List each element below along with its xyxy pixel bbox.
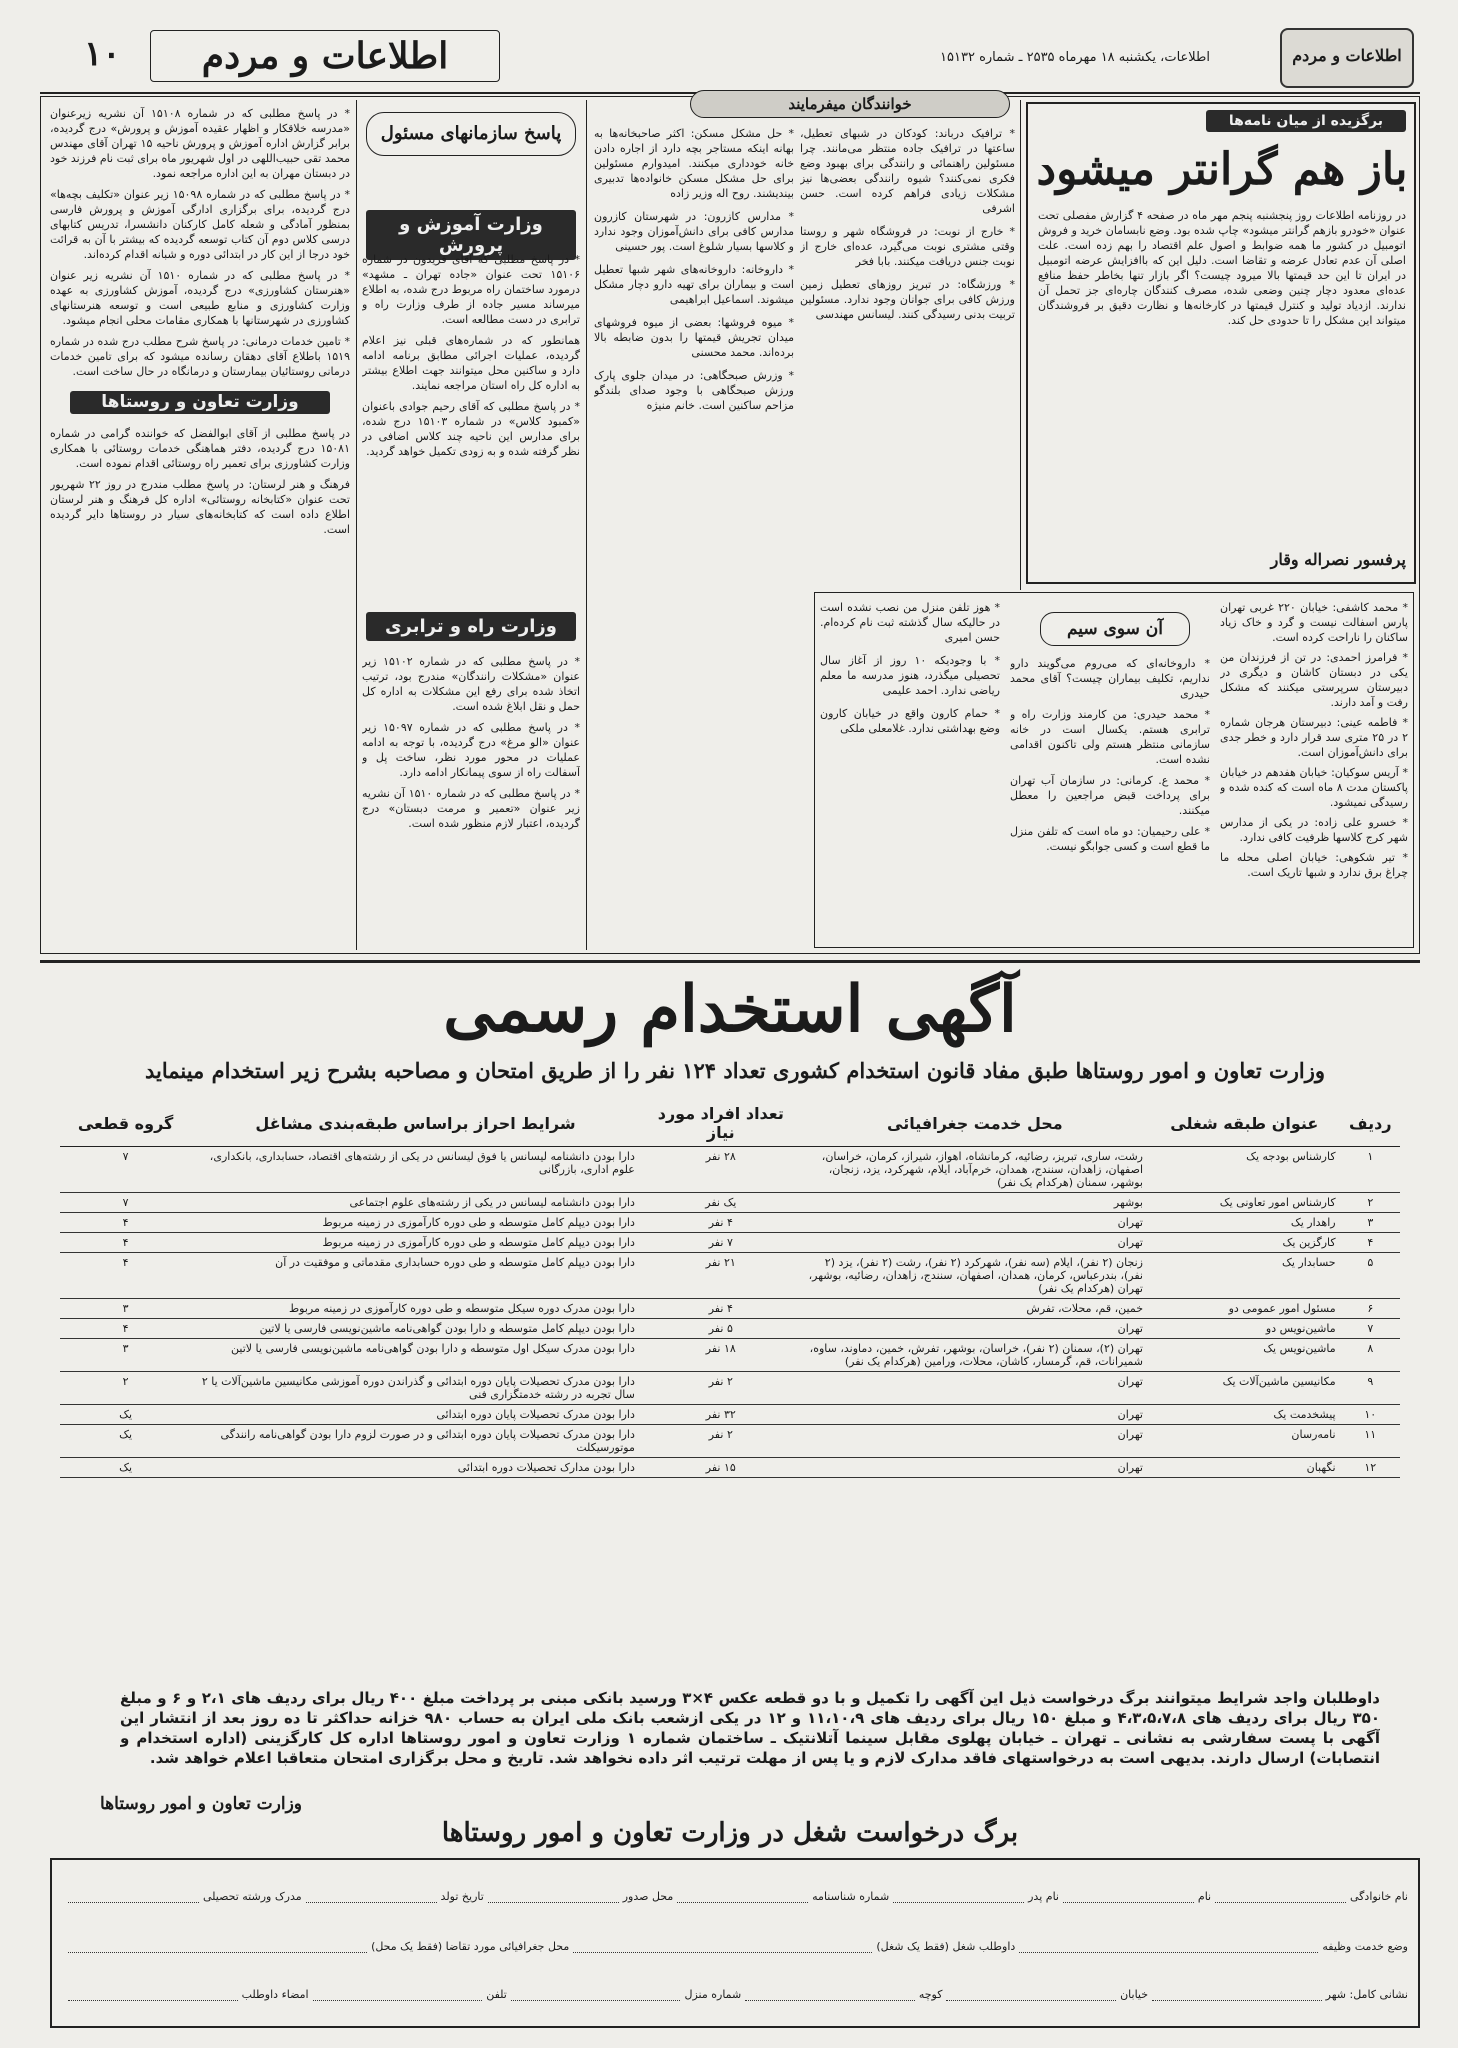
- paragraph: * آریس سوکیان: خیابان هفدهم در خیابان پاکستان مدت ۸ ماه است که کنده شده و رسیدگی نمیشود.: [1220, 766, 1408, 809]
- table-cell-group: ۳: [60, 1339, 191, 1372]
- table-cell-count: ۵ نفر: [640, 1319, 802, 1339]
- paragraph: * وزرش صبحگاهی: در میدان جلوی پارک ورزش صبحگاهی با وجود صدای بلندگو مزاحم ساکنین است. خانم منیژه: [594, 369, 794, 412]
- feature-headline: باز هم گرانتر میشود: [1036, 144, 1408, 195]
- paragraph: * با وجودیکه ۱۰ روز از آغاز سال تحصیلی میگذرد، هنوز مدرسه ما معلم ریاضی ندارد. احمد علیمی: [820, 654, 1000, 697]
- table-cell-title: پیشخدمت یک: [1148, 1405, 1341, 1425]
- table-cell-place: تهران: [802, 1458, 1148, 1478]
- col-header: شرایط احراز براساس طبقه‌بندی مشاغل: [191, 1100, 640, 1147]
- other-side-header: [1040, 612, 1190, 646]
- field-label: شماره شناسنامه: [812, 1890, 890, 1903]
- paragraph: * محمد کاشفی: خیابان ۲۲۰ غربی تهران پارس اسفالت نیست و گرد و خاک زیاد ساکنان را ناراحت کرده است.: [1220, 601, 1408, 644]
- table-cell-group: ۴: [60, 1253, 191, 1299]
- jobs-table-wrap: [60, 1100, 1400, 1680]
- field-line[interactable]: [745, 1988, 915, 2001]
- table-cell-group: ۴: [60, 1233, 191, 1253]
- table-cell-group: ۷: [60, 1147, 191, 1193]
- paragraph: فرهنگ و هنر لرستان: در پاسخ مطلب مندرج در روز ۲۲ شهریور تحت عنوان «کتابخانه روستائی» اداره کل فرهنگ و هنر لرستان اطلاع داده است که کتابخانه‌های سیار در روستاها دایر گردیده است.: [50, 478, 350, 536]
- table-cell-req: دارا بودن دیپلم کامل متوسطه و طی دوره کارآموزی در زمینه مربوط: [191, 1233, 640, 1253]
- table-cell-n: ۱۱: [1341, 1425, 1400, 1458]
- table-cell-n: ۶: [1341, 1299, 1400, 1319]
- paragraph: * ترافیک درباند: کودکان در شبهای تعطیل، ساعتها در ترافیک جاده منتظر می‌مانند. چرا مسئولین راهنمائی و رانندگی برای بهبود وضع فکری نمی‌کنند؟ شیوه رانندگی بعضی‌ها نیز مشکلات زیادی فراهم کرده است. حسن اشرفی: [800, 127, 1015, 215]
- table-cell-count: ۷ نفر: [640, 1233, 802, 1253]
- table-cell-req: دارا بودن مدرک سیکل اول متوسطه و دارا بودن گواهی‌نامه ماشین‌نویسی فارسی یا لاتین: [191, 1339, 640, 1372]
- field-line[interactable]: [306, 1890, 437, 1903]
- table-row: [60, 1213, 1400, 1233]
- form-title: برگ درخواست شغل در وزارت تعاون و امور روستاها: [441, 1818, 1019, 1848]
- field-line[interactable]: [511, 1988, 681, 2001]
- field-label: امضاء داوطلب: [241, 1988, 309, 2001]
- col-header: تعداد افراد مورد نیاز: [640, 1100, 802, 1147]
- issue-line: اطلاعات، یکشنبه ۱۸ مهرماه ۲۵۳۵ ـ شماره ۱۵۱۳۲: [940, 50, 1210, 65]
- roads-banner: وزارت راه و ترابری: [366, 612, 576, 641]
- col-header: ردیف: [1341, 1100, 1400, 1147]
- table-cell-count: ۱۸ نفر: [640, 1339, 802, 1372]
- table-cell-title: نامه‌رسان: [1148, 1425, 1341, 1458]
- table-cell-title: کارشناس امور تعاونی یک: [1148, 1193, 1341, 1213]
- field-label: نام: [1197, 1890, 1212, 1903]
- table-row: [60, 1147, 1400, 1193]
- table-row: [60, 1405, 1400, 1425]
- table-cell-n: ۸: [1341, 1339, 1400, 1372]
- table-cell-group: یک: [60, 1425, 191, 1458]
- table-row: [60, 1233, 1400, 1253]
- table-row: [60, 1253, 1400, 1299]
- left-column: [50, 106, 350, 942]
- feature-header: برگزیده از میان نامه‌ها: [1206, 110, 1406, 132]
- section-banner: وزارت تعاون و روستاها: [70, 391, 330, 414]
- field-label: داوطلب شغل (فقط یک شغل): [876, 1940, 1016, 1953]
- table-row: [60, 1425, 1400, 1458]
- table-cell-count: ۴ نفر: [640, 1299, 802, 1319]
- table-cell-place: تهران: [802, 1405, 1148, 1425]
- paragraph: * خارج از نوبت: در فروشگاه شهر و روستا وقتی مشتری نوبت می‌گیرد، عده‌ای خارج از نوبت جنس دریافت میکنند. بابا فخر: [800, 225, 1015, 268]
- table-cell-title: مکانیسین ماشین‌آلات یک: [1148, 1372, 1341, 1405]
- table-cell-title: ماشین‌نویس یک: [1148, 1339, 1341, 1372]
- logo: [1280, 28, 1414, 88]
- field-label: مدرک ورشته تحصیلی: [202, 1890, 302, 1903]
- table-cell-title: کارشناس بودجه یک: [1148, 1147, 1341, 1193]
- paragraph: * داروخانه‌ای که می‌روم می‌گویند دارو نداریم، تکلیف بیماران چیست؟ آقای محمد حیدری: [1010, 657, 1210, 700]
- table-cell-n: ۱: [1341, 1147, 1400, 1193]
- paragraph: * محمد ع. کرمانی: در سازمان آب تهران برای پرداخت قبض مراجعین را معطل میکنند.: [1010, 774, 1210, 817]
- table-cell-n: ۱۲: [1341, 1458, 1400, 1478]
- table-cell-title: نگهبان: [1148, 1458, 1341, 1478]
- table-cell-req: دارا بودن دانشنامه لیسانس در یکی از رشته‌های علوم اجتماعی: [191, 1193, 640, 1213]
- table-cell-place: رشت، ساری، تبریز، رضائیه، کرمانشاه، اهواز، شیراز، کرمان، خراسان، اصفهان، زاهدان، سنندج، همدان، خرم‌آباد، ایلام، شهرکرد، یزد، زنجان، بوشهر، سمنان (هرکدام یک نفر): [802, 1147, 1148, 1193]
- table-cell-req: دارا بودن مدرک دوره سیکل متوسطه و طی دوره کارآموزی در زمینه مربوط: [191, 1299, 640, 1319]
- jobs-table-body: [60, 1147, 1400, 1478]
- table-cell-group: ۲: [60, 1372, 191, 1405]
- field-label: نام پدر: [1028, 1890, 1059, 1903]
- section-title-box: [150, 30, 500, 82]
- paragraph: * حمام کارون واقع در خیابان کارون وضع بهداشتی ندارد. غلامعلی ملکی: [820, 707, 1000, 735]
- paragraph: * حل مشکل مسکن: اکثر صاحبخانه‌ها به بهانه اینکه مستاجر بچه دارد از اجاره دادن خانه خودداری میکنند. امیدوارم مسئولین برای حل مشکل مسکن خانواده‌ها تدبیری بیندیشند. روح اله وزیر زاده: [594, 127, 794, 200]
- table-cell-place: بوشهر: [802, 1193, 1148, 1213]
- field-label: محل جغرافیائی مورد تقاضا (فقط یک محل): [371, 1940, 570, 1953]
- readers-column-b: [594, 126, 794, 946]
- paragraph: * در پاسخ مطلبی که در شماره ۱۵۰۹۷ زیر عنوان «الو مرغ» درج گردیده، با توجه به ادامه عملیات در محور مورد نظر، ساخت پل و آسفالت راه از سوی پیمانکار ادامه دارد.: [362, 721, 580, 779]
- paragraph: * علی رحیمیان: دو ماه است که تلفن منزل ما قطع است و کسی جوابگو نیست.: [1010, 825, 1210, 853]
- feature-box: [1026, 102, 1416, 584]
- paragraph: * داروخانه: داروخانه‌های شهر شبها تعطیل است و بیماران برای تهیه دارو دچار مشکل میشوند. اسماعیل ابراهیمی: [594, 263, 794, 306]
- field-label: تلفن: [486, 1988, 507, 2001]
- paragraph: در پاسخ مطلبی از آقای ابوالفضل که خواننده گرامی در شماره ۱۵۰۸۱ درج گردیده، دفتر هماهنگی خدمات روستائی با همکاری وزارت کشاورزی برای تعمیر راه روستائی اقدام نموده است.: [50, 427, 350, 470]
- logo-text: اطلاعات و مردم: [1292, 46, 1402, 65]
- table-cell-req: دارا بودن مدرک تحصیلات پایان دوره ابتدائی و در صورت لزوم دارا بودن گواهی‌نامه رانندگی موتورسیکلت: [191, 1425, 640, 1458]
- table-cell-n: ۷: [1341, 1319, 1400, 1339]
- responses-header-text: پاسخ سازمانهای مسئول: [380, 123, 562, 144]
- field-line[interactable]: [313, 1988, 483, 2001]
- table-cell-title: مسئول امور عمومی دو: [1148, 1299, 1341, 1319]
- table-cell-n: ۴: [1341, 1233, 1400, 1253]
- column-rule: [1020, 100, 1021, 590]
- jobs-table: [60, 1100, 1400, 1478]
- table-row: [60, 1193, 1400, 1213]
- paragraph: همانطور که در شماره‌های قبلی نیز اعلام گردیده، عملیات اجرائی مطابق برنامه ادامه دارد و ساکنین محل میتوانند جهت اطلاع بیشتر به اداره کل راه استان مراجعه نمایند.: [362, 334, 580, 392]
- table-cell-n: ۵: [1341, 1253, 1400, 1299]
- table-cell-req: دارا بودن دیپلم کامل متوسطه و دارا بودن گواهی‌نامه ماشین‌نویسی فارسی یا لاتین: [191, 1319, 640, 1339]
- field-label: وضع خدمت وظیفه: [1322, 1940, 1408, 1953]
- table-cell-count: یک نفر: [640, 1193, 802, 1213]
- field-label: نام خانوادگی: [1350, 1890, 1408, 1903]
- table-row: [60, 1372, 1400, 1405]
- field-line[interactable]: [946, 1988, 1116, 2001]
- table-cell-count: ۳۲ نفر: [640, 1405, 802, 1425]
- ad-signature: وزارت تعاون و امور روستاها: [100, 1794, 302, 1814]
- table-cell-group: یک: [60, 1458, 191, 1478]
- table-cell-count: ۲ نفر: [640, 1372, 802, 1405]
- ad-subtitle: وزارت تعاون و امور روستاها طبق مفاد قانون استخدام کشوری تعداد ۱۲۴ نفر را از طریق امتحان و مصاحبه بشرح زیر استخدام مینماید: [144, 1058, 1326, 1083]
- table-cell-title: کارگزین یک: [1148, 1233, 1341, 1253]
- table-cell-group: ۴: [60, 1213, 191, 1233]
- field-line[interactable]: [68, 1988, 238, 2001]
- table-cell-place: خمین، قم، محلات، تفرش: [802, 1299, 1148, 1319]
- table-cell-req: دارا بودن دیپلم کامل متوسطه و طی دوره کارآموزی در زمینه مربوط: [191, 1213, 640, 1233]
- field-line[interactable]: [677, 1890, 808, 1903]
- table-cell-count: ۱۵ نفر: [640, 1458, 802, 1478]
- readers-header: [690, 90, 1010, 118]
- field-label: نشانی کامل: شهر: [1325, 1988, 1408, 2001]
- form-row-2: [68, 1940, 1408, 1953]
- field-line[interactable]: [488, 1890, 619, 1903]
- paragraph: * در پاسخ مطلبی که در شماره ۱۵۱۰۸ آن نشریه زیرعنوان «مدرسه خلاقکار و اظهار عقیده آموزش و پرورش» درج گردیده، برابر گزارش اداره آموزش و پرورش ناحیه ۱۵ تهران آقای مهندس محمد تقی حبیب‌اللهی در اول شهریور ماه برای ثبت نام فرزند خود در دبستان مهران به این اداره مراجعه نمود.: [50, 107, 350, 180]
- ad-instructions: داوطلبان واجد شرایط میتوانند برگ درخواست ذیل این آگهی را تکمیل و با دو قطعه عکس ۴×۳ ورسید بانکی مبنی بر پرداخت مبلغ ۴۰۰ ریال برای ردیف های ۲،۱ و ۶ و مبلغ ۳۵۰ ریال برای ردیف های ۴،۳،۵،۷،۸ و مبلغ ۱۵۰ ریال برای ردیف های ۱۱،۱۰،۹ و ۱۲ در یکی ازشعب بانک ملی ایران به حساب ۹۸۰ خزانه حداکثر تا ده روز بعد از انتشار این آگهی با پست سفارشی به نشانی ـ تهران ـ خیابان پهلوی مقابل سینما آتلانتیک ـ ساختمان شماره ۱ وزارت تعاون و امور روستاها اداره کل کارگزینی (اداره استخدام و انتصابات) ارسال دارند. بدیهی است به درخواستهای فاقد مدارک لازم و یا پس از مهلت ترتیب اثر داده نخواهد شد. تاریخ و محل برگزاری امتحان متعاقبا اعلام خواهد شد.: [120, 1689, 1380, 1767]
- table-cell-group: یک: [60, 1405, 191, 1425]
- column-rule: [586, 100, 587, 950]
- feature-body: در روزنامه اطلاعات روز پنجشنبه پنجم مهر ماه در صفحه ۴ گزارش مفصلی تحت عنوان «خودرو بازهم گرانتر میشود» چاپ شده بود. وضع نابسامان خرید و فروش اتومبیل در کشور ما همه ضوابط و اصول علم اقتصاد را بهم زده است. علت اصلی آن عدم تعادل عرضه و تقاضا است. دلیل این که باافزایش عرضه اتومبیل در ایران تا این حد قیمتها بالا میرود چیست؟ اگر بازار تنها بخاطر حفظ منافع عده‌ای معدود دچار چنین وضعی شده، مصرف کنندگان چاره‌ای جز تحمل آن ندارند. ازدیاد تولید و کنترل قیمتها در کارخانه‌ها و نظارت دقیق بر فروشندگان میتواند این مشکل را تا حدودی حل کند.: [1038, 209, 1406, 327]
- table-cell-req: دارا بودن مدرک تحصیلات پایان دوره ابتدائی: [191, 1405, 640, 1425]
- table-cell-place: تهران: [802, 1213, 1148, 1233]
- paragraph: * فرامرز احمدی: در تن از فرزندان من یکی در دبستان کاشان و دیگری در دبیرستان سرپرستی میکنند که مشکل رفت و آمد دارند.: [1220, 651, 1408, 709]
- col-header: گروه قطعی: [60, 1100, 191, 1147]
- roads-text: [362, 654, 580, 942]
- application-form: [50, 1858, 1420, 2028]
- table-cell-group: ۷: [60, 1193, 191, 1213]
- table-row: [60, 1319, 1400, 1339]
- masthead: [40, 28, 1420, 88]
- table-cell-req: دارا بودن مدارک تحصیلات دوره ابتدائی: [191, 1458, 640, 1478]
- table-cell-req: دارا بودن دیپلم کامل متوسطه و طی دوره حسابداری مقدماتی و موفقیت در آن: [191, 1253, 640, 1299]
- field-label: شماره منزل: [684, 1988, 742, 2001]
- section-title: اطلاعات و مردم: [201, 35, 449, 77]
- page-number: ۱۰: [84, 34, 121, 74]
- paragraph: * در پاسخ مطلبی که در شماره ۱۵۱۰ آن نشریه زیر عنوان «تعمیر و مرمت دبستان» درج گردیده، اعتبار لازم منظور شده است.: [362, 787, 580, 830]
- table-row: [60, 1339, 1400, 1372]
- field-label: محل صدور: [622, 1890, 674, 1903]
- column-rule: [356, 100, 357, 950]
- table-cell-place: تهران: [802, 1425, 1148, 1458]
- table-cell-place: تهران: [802, 1372, 1148, 1405]
- paragraph: * در پاسخ مطلبی که در شماره ۱۵۱۰۲ زیر عنوان «مشکلات رانندگان» مندرج بود، ترتیب اتخاذ شده برای رفع این مشکلات به اداره کل حمل و نقل ابلاغ شده است.: [362, 655, 580, 713]
- form-row-3: [68, 1988, 1408, 2001]
- table-cell-title: حسابدار یک: [1148, 1253, 1341, 1299]
- field-line[interactable]: [1063, 1890, 1194, 1903]
- readers-header-text: خوانندگان میفرمایند: [788, 95, 912, 113]
- paragraph: * تامین خدمات درمانی: در پاسخ شرح مطلب درج شده در شماره ۱۵۱۹ باطلاع آقای دهقان رسانده میشود که برای تامین خدمات درمانی روستائیان بیمارستان و درمانگاه در حال ساخت است.: [50, 335, 350, 378]
- field-line[interactable]: [1215, 1890, 1346, 1903]
- other-side-middle: [1010, 656, 1210, 940]
- other-side-right: [1220, 600, 1408, 940]
- paragraph: * در پاسخ مطلبی که در شماره ۱۵۱۰ آن نشریه زیر عنوان «هنرستان کشاورزی» درج گردیده، آموزش کشاورزی به عهده وزارت کشاورزی و منابع طبیعی است و توسعه هنرستانهای کشاورزی در شهرستانها با همکاری مقامات محلی انجام میشود.: [50, 269, 350, 327]
- education-text: [362, 252, 580, 672]
- paragraph: * مدارس کازرون: در شهرستان کازرون مدارس کافی برای دانش‌آموزان وجود ندارد و کلاسها بسیار شلوغ است. پور حسینی: [594, 210, 794, 253]
- paragraph: * میوه فروشها: بعضی از میوه فروشهای میدان تجریش قیمتها را بدون ضابطه بالا برده‌اند. محمد محسنی: [594, 316, 794, 359]
- table-cell-place: تهران (۲)، سمنان (۲ نفر)، خراسان، بوشهر، تفرش، خمین، دماوند، ساوه، شمیرانات، قم، گرمسار، کاشان، محلات، ورامین (هرکدام یک نفر): [802, 1339, 1148, 1372]
- table-cell-n: ۱۰: [1341, 1405, 1400, 1425]
- paragraph: * تیر شکوهی: خیابان اصلی محله ما چراغ برق ندارد و شبها تاریک است.: [1220, 851, 1408, 879]
- table-cell-n: ۹: [1341, 1372, 1400, 1405]
- field-line[interactable]: [68, 1940, 367, 1953]
- table-cell-place: تهران: [802, 1319, 1148, 1339]
- table-cell-title: راهدار یک: [1148, 1213, 1341, 1233]
- paragraph: * خسرو علی زاده: در یکی از مدارس شهر کرج کلاسها ظرفیت کافی ندارد.: [1220, 816, 1408, 844]
- table-cell-count: ۲۱ نفر: [640, 1253, 802, 1299]
- table-row: [60, 1299, 1400, 1319]
- other-side-left: [820, 600, 1000, 940]
- field-label: کوچه: [918, 1988, 943, 2001]
- paragraph: * محمد حیدری: من کارمند وزارت راه و ترابری هستم. یکسال است در خانه سازمانی منتظر هستم ولی تاکنون اقدامی نشده است.: [1010, 708, 1210, 766]
- col-header: محل خدمت جغرافیائی: [802, 1100, 1148, 1147]
- field-line[interactable]: [1152, 1988, 1322, 2001]
- table-cell-count: ۲۸ نفر: [640, 1147, 802, 1193]
- field-line[interactable]: [68, 1890, 199, 1903]
- responses-header: [366, 112, 576, 156]
- feature-author: پرفسور نصراله وقار: [1270, 550, 1406, 569]
- other-side-header-text: آن سوی سیم: [1066, 619, 1164, 639]
- table-header-row: [60, 1100, 1400, 1147]
- paragraph: * در پاسخ مطلبی که در شماره ۱۵۰۹۸ زیر عنوان «تکلیف بچه‌ها» درج گردیده، برای برگزاری ادارگی آموزش و پرورش فارسی بمنظور آمادگی و شعله کامل کارکنان دانشسرا، تدریس کتابهای درسی کلاس دوم آن کتاب توسعه گردیده که بیشتر با آن به قرائت خود درجا از این کار در ابتدائی دوره و شبانه اقدام کرده‌اند.: [50, 188, 350, 261]
- field-label: تاریخ تولد: [440, 1890, 484, 1903]
- responses-column: [362, 106, 580, 942]
- paragraph: * فاطمه عینی: دبیرستان هرجان شماره ۲ در ۲۵ متری سد قرار دارد و خطر جدی برای دانش‌آموزان است.: [1220, 716, 1408, 759]
- paragraph: * ورزشگاه: در تبریز روزهای تعطیل زمین ورزش کافی برای جوانان وجود ندارد. مسئولین تربیت بدنی رسیدگی کنند. لیسانس مهندسی: [800, 278, 1015, 321]
- table-cell-req: دارا بودن دانشنامه لیسانس یا فوق لیسانس در یکی از رشته‌های اقتصاد، حسابداری، بانکداری، علوم اداری، بازرگانی: [191, 1147, 640, 1193]
- table-cell-count: ۴ نفر: [640, 1213, 802, 1233]
- table-cell-req: دارا بودن مدرک تحصیلات پایان دوره ابتدائی و گذراندن دوره آموزشی مکانیسین ماشین‌آلات یا ۲ سال تجربه در رشته خدمتگزاری فنی: [191, 1372, 640, 1405]
- ad-top-rule: [40, 960, 1420, 963]
- readers-column-a: [800, 126, 1015, 596]
- table-cell-group: ۳: [60, 1299, 191, 1319]
- field-line[interactable]: [893, 1890, 1024, 1903]
- table-row: [60, 1458, 1400, 1478]
- field-line[interactable]: [1019, 1940, 1318, 1953]
- paragraph: * در پاسخ مطلبی که آقای فریدون در شماره ۱۵۱۰۶ تحت عنوان «جاده تهران ـ مشهد» درمورد ساختمان راه مربوط درج شده، به اطلاع میرساند مسیر جاده از طرف وزارت راه و ترابری در دست مطالعه است.: [362, 253, 580, 326]
- form-row-1: [68, 1890, 1408, 1903]
- table-cell-title: ماشین‌نویس دو: [1148, 1319, 1341, 1339]
- table-cell-place: زنجان (۲ نفر)، ایلام (سه نفر)، شهرکرد (۲ نفر)، رشت (۲ نفر)، یزد (۲ نفر)، بندرعباس، کرمان، همدان، اصفهان، سنندج، زاهدان، رضائیه، بوشهر، تهران (هرکدام یک نفر): [802, 1253, 1148, 1299]
- table-cell-group: ۴: [60, 1319, 191, 1339]
- paragraph: * هوز تلفن منزل من نصب نشده است در حالیکه سال گذشته ثبت نام کرده‌ام. حسن امیری: [820, 601, 1000, 644]
- table-cell-count: ۲ نفر: [640, 1425, 802, 1458]
- field-label: خیابان: [1120, 1988, 1149, 2001]
- table-cell-n: ۲: [1341, 1193, 1400, 1213]
- field-line[interactable]: [573, 1940, 872, 1953]
- table-cell-place: تهران: [802, 1233, 1148, 1253]
- table-cell-n: ۳: [1341, 1213, 1400, 1233]
- col-header: عنوان طبقه شغلی: [1148, 1100, 1341, 1147]
- education-banner: وزارت آموزش و پرورش: [366, 210, 576, 260]
- ad-title: آگهی استخدام رسمی: [443, 972, 1017, 1047]
- paragraph: * در پاسخ مطلبی که آقای رحیم جوادی باعنوان «کمبود کلاس» در شماره ۱۵۱۰۳ درج شده، برای مدارس این ناحیه چند کلاس اضافی در نظر گرفته شده و به زودی تکمیل خواهد گردید.: [362, 400, 580, 458]
